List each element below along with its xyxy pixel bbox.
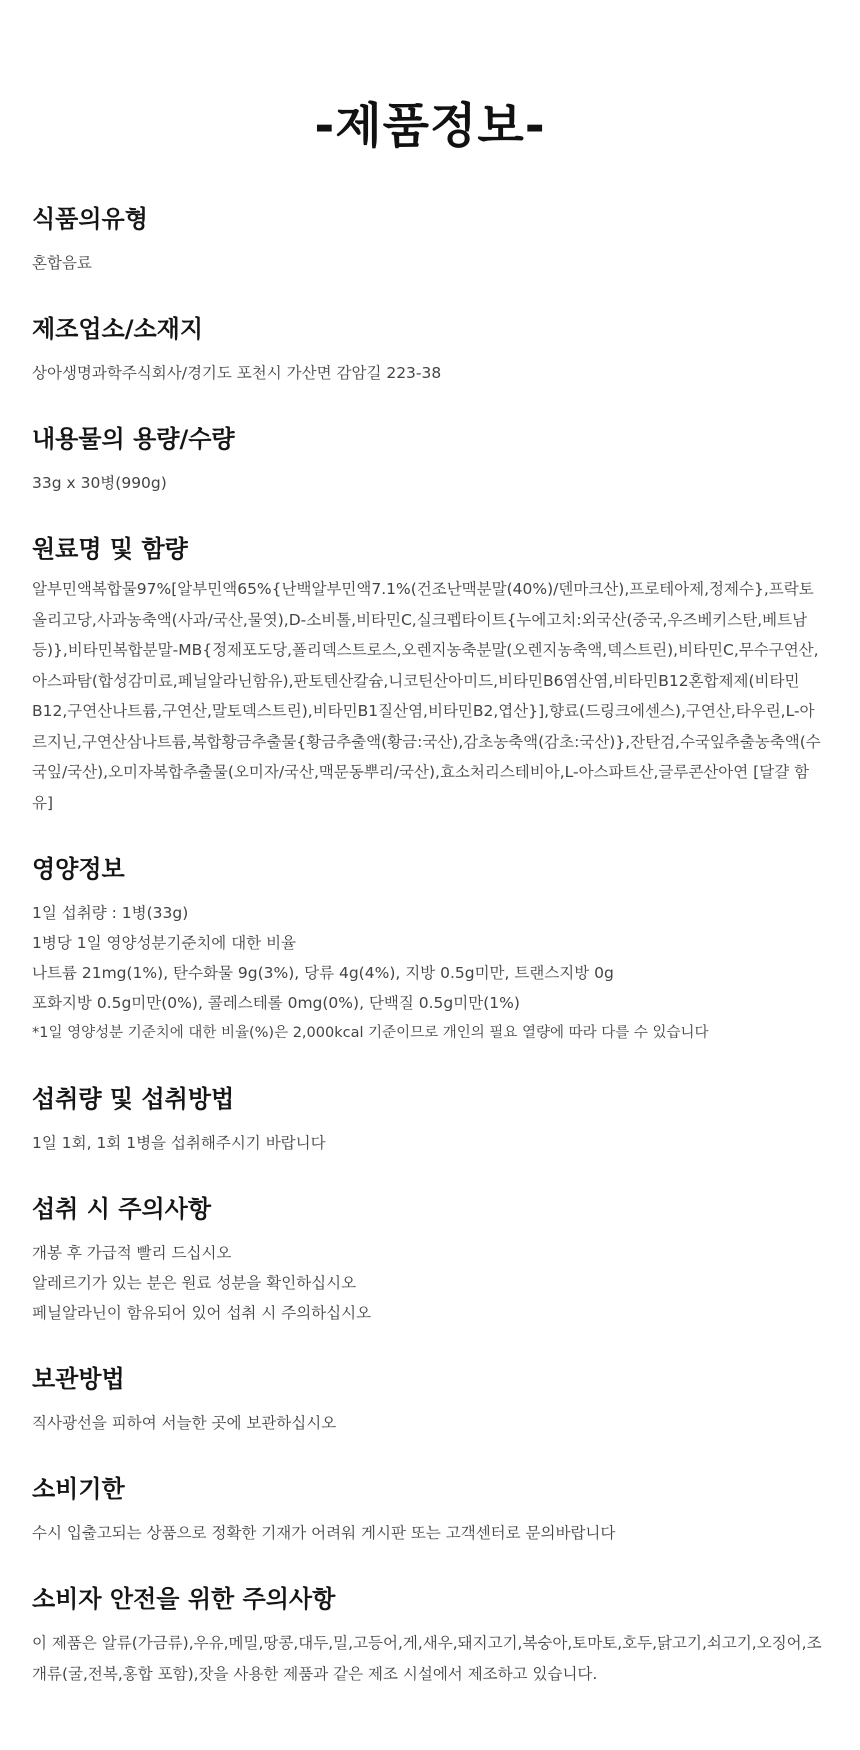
body-line: 1일 섭취량 : 1병(33g): [32, 904, 189, 922]
section-heading: 제조업소/소재지: [32, 315, 204, 343]
section-heading: 섭취 시 주의사항: [32, 1195, 211, 1223]
section-body: [32, 468, 828, 498]
body-line: 직사광선을 피하여 서늘한 곳에 보관하십시오: [32, 1414, 337, 1432]
body-line: 알레르기가 있는 분은 원료 성분을 확인하십시오: [32, 1274, 357, 1292]
page-title: -제품정보-: [314, 98, 546, 154]
body-line: 포화지방 0.5g미만(0%), 콜레스테롤 0mg(0%), 단백질 0.5g미만(1%): [32, 994, 520, 1012]
section-volume: [32, 422, 828, 498]
section-body: [32, 358, 828, 388]
info-sections: [32, 202, 828, 1689]
section-body: [32, 248, 828, 278]
section-body: [32, 1238, 828, 1328]
body-line: *1일 영양성분 기준치에 대한 비율(%)은 2,000kcal 기준이므로 개인의 필요 열량에 따라 다를 수 있습니다: [32, 1025, 709, 1041]
body-line: 1병당 1일 영양성분기준치에 대한 비율: [32, 934, 297, 952]
body-line: 1일 1회, 1회 1병을 섭취해주시기 바랍니다: [32, 1134, 326, 1152]
section-manufacturer: [32, 312, 828, 388]
section-heading: 보관방법: [32, 1365, 125, 1393]
section-body: [32, 1518, 828, 1548]
body-line: 33g x 30병(990g): [32, 474, 167, 492]
section-heading: 식품의유형: [32, 205, 148, 233]
body-line: 수시 입출고되는 상품으로 정확한 기재가 어려워 게시판 또는 고객센터로 문의바랍니다: [32, 1524, 616, 1542]
section-expiry: [32, 1472, 828, 1548]
ingredients-text: 알부민액복합물97%[알부민액65%{난백알부민액7.1%(건조난맥분말(40%)/덴마크산),프로테아제,정제수},프락토올리고당,사과농축액(사과/국산,물엿),D-소비톨,비타민C,실크펩타이트{누에고치:외국산(중국,우즈베키스탄,베트남 등)},비타민복합분말-MB{정제포도당,폴리덱스트로스,오렌지농축분말(오렌지농축액,덱스트린),비타민C,무수구연산,아스파탐(합성감미료,페닐알라닌함유),판토텐산칼슘,니코틴산아미드,비타민B6염산염,비타민B12혼합제제(비타민B12,구연산나트륨,구연산,말토덱스트린),비타민B1질산염,비타민B2,엽산}],향료(드링크에센스),구연산,타우린,L-아르지닌,구연산삼나트륨,복합황금추출물{황금추출액(황금:국산),감초농축액(감초:국산)},잔탄검,수국잎추출농축액(수국잎/국산),오미자복합추출물(오미자/국산,맥문동뿌리/국산),효소처리스테비아,L-아스파트산,글루콘산아연 [달걀 함유]: [32, 580, 821, 812]
consumer-safety-text: 이 제품은 알류(가금류),우유,메밀,땅콩,대두,밀,고등어,게,새우,돼지고기,복숭아,토마토,호두,닭고기,쇠고기,오징어,조개류(굴,전복,홍합 포함),잣을 사용한 제품과 같은 제조 시설에서 제조하고 있습니다.: [32, 1634, 822, 1683]
section-body: [32, 1128, 828, 1158]
section-storage: [32, 1362, 828, 1438]
section-nutrition: [32, 852, 828, 1048]
section-food-type: [32, 202, 828, 278]
section-intake: [32, 1082, 828, 1158]
section-heading: 영양정보: [32, 855, 125, 883]
section-cautions: [32, 1192, 828, 1328]
section-heading: 내용물의 용량/수량: [32, 425, 235, 453]
section-ingredients: [32, 532, 828, 818]
body-line: 페닐알라닌이 함유되어 있어 섭취 시 주의하십시오: [32, 1304, 372, 1322]
section-consumer-safety: [32, 1582, 828, 1689]
section-heading: 원료명 및 함량: [32, 535, 188, 563]
body-line: 나트륨 21mg(1%), 탄수화물 9g(3%), 당류 4g(4%), 지방 0.5g미만, 트랜스지방 0g: [32, 964, 614, 982]
body-line: 혼합음료: [32, 254, 92, 272]
body-line: 상아생명과학주식회사/경기도 포천시 가산면 감암길 223-38: [32, 364, 442, 382]
section-heading: 소비기한: [32, 1475, 125, 1503]
body-line: 개봉 후 가급적 빨리 드십시오: [32, 1244, 232, 1262]
section-body: [32, 1408, 828, 1438]
section-heading: 섭취량 및 섭취방법: [32, 1085, 235, 1113]
section-body: [32, 898, 828, 1048]
section-heading: 소비자 안전을 위한 주의사항: [32, 1585, 336, 1613]
